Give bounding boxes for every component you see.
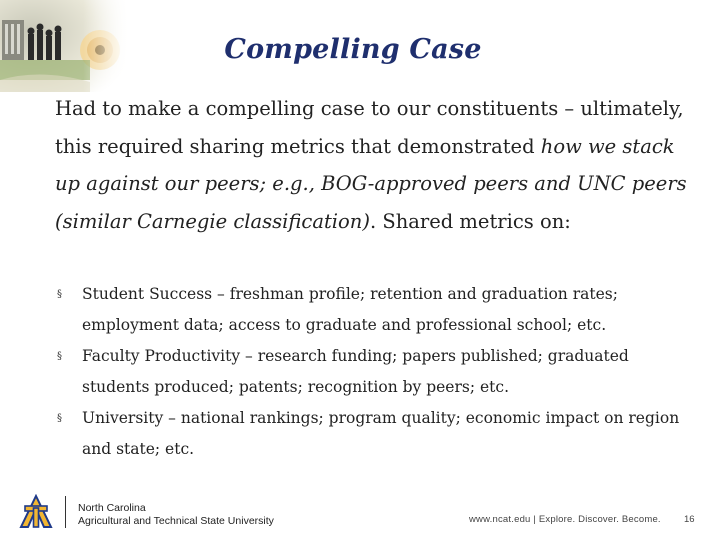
page-number: 16 [684,514,695,525]
bullet-item-faculty-productivity [55,341,695,403]
bullet-marker-icon: § [57,289,62,300]
bullet-text: Faculty Productivity – research funding; papers published; graduated students produced; patents; recognition by peers; etc. [82,347,629,396]
intro-text-part3: . Shared metrics on: [369,209,571,233]
bullet-marker-icon: § [57,413,62,424]
intro-paragraph [55,90,695,240]
university-logo [18,494,54,530]
university-name-line2: Agricultural and Technical State University [78,515,274,527]
bullet-text: Student Success – freshman profile; retention and graduation rates; employment data; access to graduate and professional school; etc. [82,285,618,334]
footer-divider [65,496,66,528]
intro-text-part1: Had to make a compelling case to our constituents – ultimately, this required sharing metrics that demonstrated [55,97,684,158]
bullet-marker-icon: § [57,351,62,362]
footer-tagline: www.ncat.edu | Explore. Discover. Become. [469,514,661,525]
university-name-line1: North Carolina [78,502,146,514]
metrics-bullet-list [55,279,695,465]
slide-title: Compelling Case [224,34,482,65]
bullet-item-university [55,403,695,465]
footer-university-name [78,502,274,528]
intro-text-italic: how we stack up against our peers; e.g., BOG-approved peers and UNC peers (similar Carnegie classification) [55,134,687,233]
bullet-item-student-success [55,279,695,341]
aggie-at-logo-icon [18,494,54,530]
bullet-text: University – national rankings; program quality; economic impact on region and state; etc. [82,409,680,458]
